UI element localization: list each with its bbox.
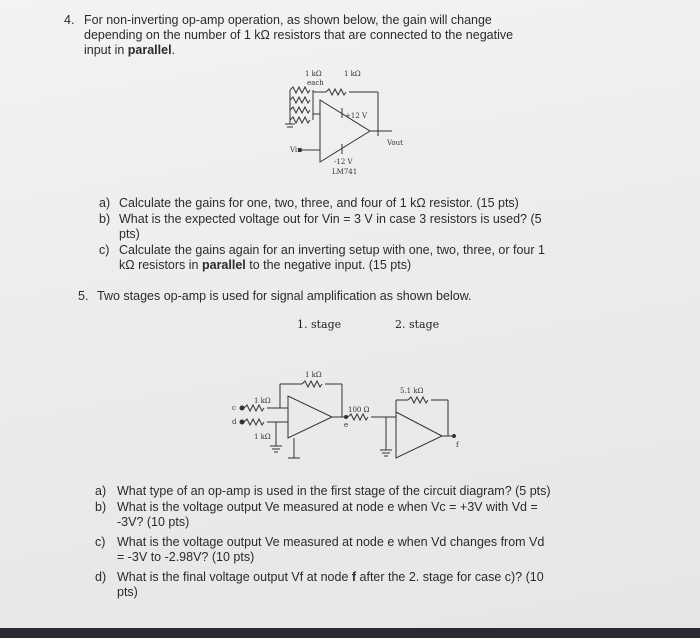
q4-intro-line2: depending on the number of 1 kΩ resistors that are connected to the negative [84, 28, 514, 42]
q5d-line1-suffix: after the 2. stage for case c)? (10 [356, 570, 544, 584]
q4c-line2 [119, 258, 411, 272]
q5-feedback-resistor-1 [302, 381, 322, 387]
q4-vpos-label: +12 V [345, 112, 368, 120]
q5-node-d-label: d [232, 418, 237, 426]
q4c-letter: c) [99, 243, 110, 257]
screen-bottom-edge [0, 628, 700, 638]
q5-feedback-resistor-2 [408, 397, 428, 403]
q5a-text: What type of an op-amp is used in the first stage of the circuit diagram? (5 pts) [117, 484, 551, 498]
q5c-line2: = -3V to -2.98V? (10 pts) [117, 550, 255, 564]
q4-intro-parallel: parallel [127, 43, 172, 57]
q5c-line1: What is the voltage output Ve measured at node e when Vd changes from Vd [117, 535, 545, 549]
q5b-line1: What is the voltage output Ve measured at node e when Vc = +3V with Vd = [117, 500, 538, 514]
q4c-parallel: parallel [201, 258, 246, 272]
q5d-node-f: f [351, 570, 357, 584]
q5b-line2: -3V? (10 pts) [117, 515, 190, 529]
q5d-line2: pts) [117, 585, 138, 599]
q5d-line1 [117, 570, 544, 584]
q4-r-feedback-label: 1 kΩ [344, 70, 361, 78]
q5-intro: Two stages op-amp is used for signal amplification as shown below. [97, 289, 472, 303]
q4-intro-line3-suffix: . [171, 43, 176, 57]
q4-resistor-4 [290, 117, 310, 123]
q5-resistor-d [244, 419, 264, 425]
q5a-letter: a) [95, 484, 107, 498]
q5-two-stage-circuit [236, 360, 476, 470]
q4-vout-label: Vout [387, 139, 403, 147]
q5b-letter: b) [95, 500, 107, 514]
q4-vin-label: Vin [290, 146, 302, 154]
q5d-letter: d) [95, 570, 107, 584]
q5-r-feedback1-label: 1 kΩ [305, 371, 322, 379]
q4-opamp-symbol [320, 100, 370, 162]
q5-resistor-c [244, 405, 264, 411]
q4-intro-line1: For non-inverting op-amp operation, as shown below, the gain will change [84, 13, 492, 27]
stage2-label: 2. stage [395, 318, 440, 331]
q5-r-in-d-label: 1 kΩ [254, 433, 271, 441]
q4b-letter: b) [99, 212, 111, 226]
q5-opamp-1-symbol [288, 396, 332, 438]
q4-resistor-3 [290, 107, 310, 113]
q4-r-left-label: 1 kΩ [305, 70, 322, 78]
q5-r-series-label: 100 Ω [348, 406, 370, 414]
q5-r-feedback2-label: 5.1 kΩ [400, 387, 424, 395]
q4c-line2-prefix: kΩ resistors in [119, 258, 202, 272]
q4c-line2-suffix: to the negative input. (15 pts) [245, 258, 412, 272]
q4-intro-line3-prefix: input in [84, 43, 128, 57]
q4-number: 4. [64, 13, 75, 27]
q4b-line1: What is the expected voltage out for Vin = 3 V in case 3 resistors is used? (5 [119, 212, 542, 226]
q5-number: 5. [78, 289, 89, 303]
q4-intro-line3 [84, 43, 175, 57]
q4b-line2: pts) [119, 227, 140, 241]
q4c-line1: Calculate the gains again for an inverting setup with one, two, three, or four 1 [119, 243, 545, 257]
q4-vneg-label: -12 V [334, 158, 353, 166]
q5d-line1-prefix: What is the final voltage output Vf at node [117, 570, 352, 584]
q5-node-c-label: c [232, 404, 236, 412]
q4-resistor-2 [290, 97, 310, 103]
q5c-letter: c) [95, 535, 106, 549]
q5-r-in-c-label: 1 kΩ [254, 397, 271, 405]
q4-r-left-note: each [307, 79, 324, 87]
q4-feedback-resistor [326, 89, 346, 95]
q5-node-e-label: e [344, 421, 349, 429]
q4-ic-label: LM741 [332, 168, 358, 176]
q5-opamp-2-symbol [396, 412, 442, 458]
q5-node-f-label: f [456, 441, 459, 449]
stage1-label: 1. stage [297, 318, 342, 331]
q5-series-resistor [348, 414, 368, 420]
q4-resistor-1 [290, 87, 310, 93]
q4a-text: Calculate the gains for one, two, three, and four of 1 kΩ resistor. (15 pts) [119, 196, 519, 210]
q4a-letter: a) [99, 196, 111, 210]
